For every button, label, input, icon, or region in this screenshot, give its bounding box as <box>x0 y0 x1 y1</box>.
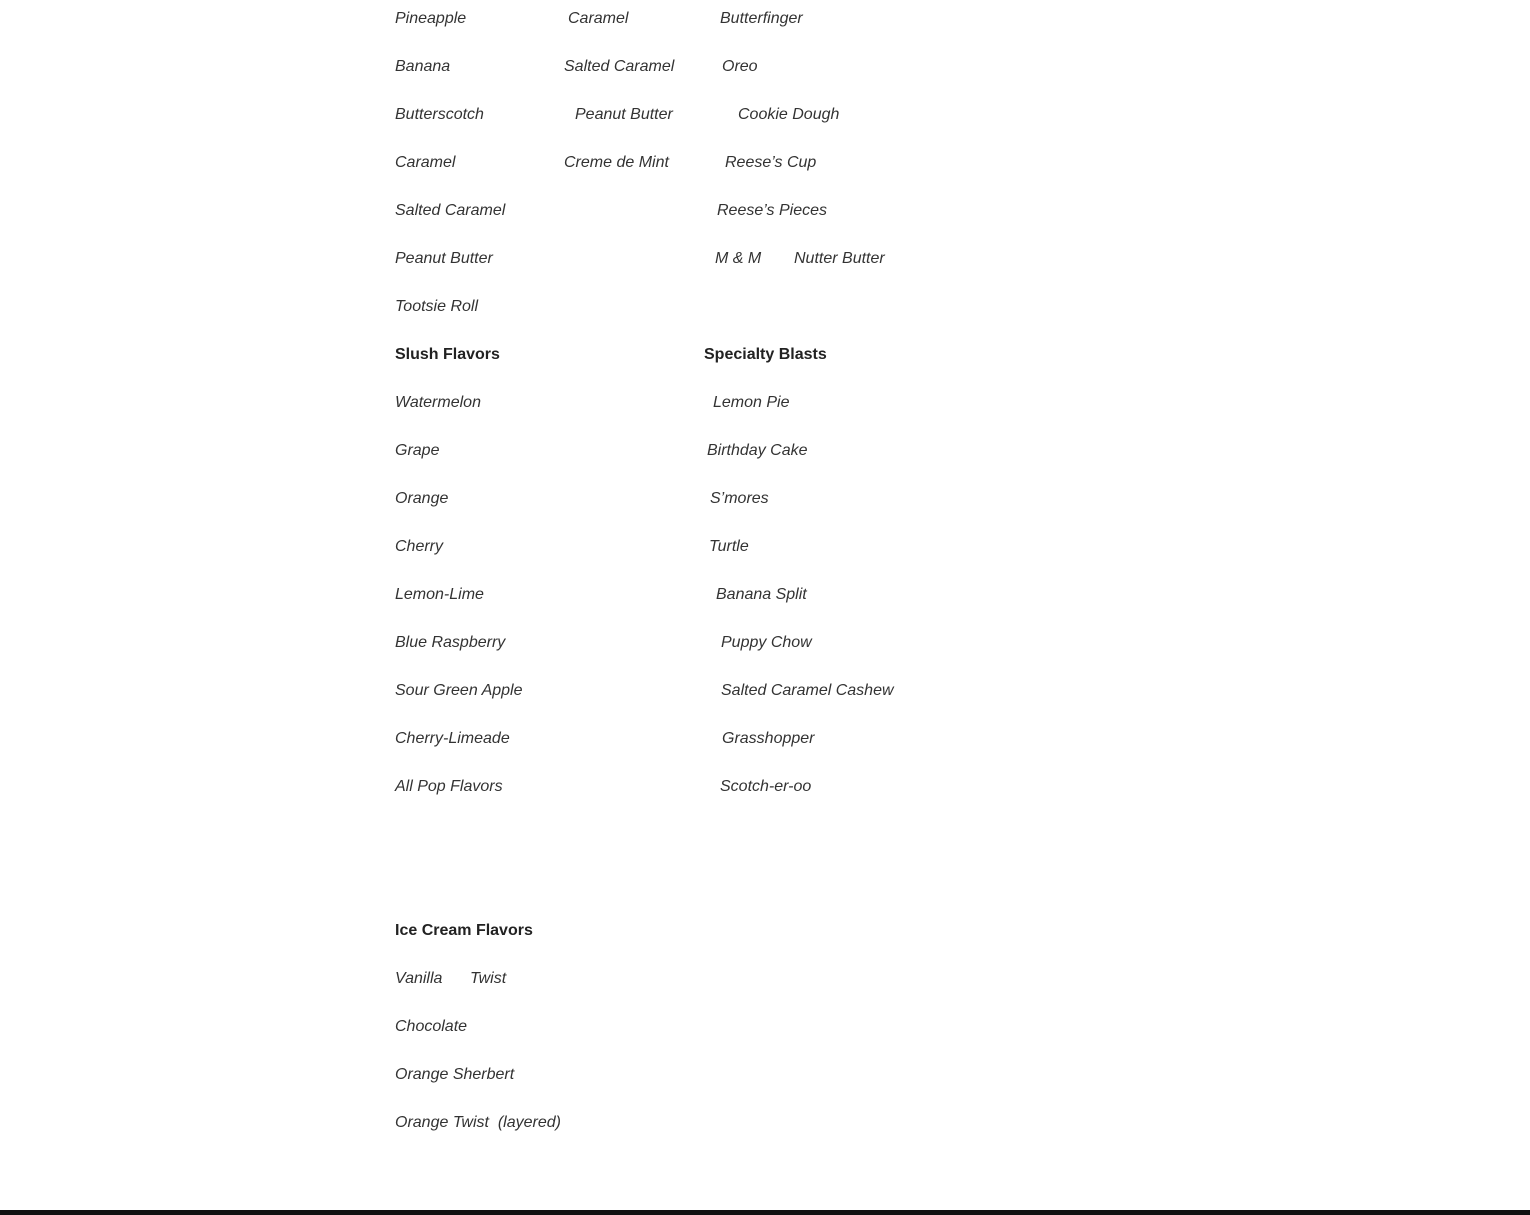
flavor-item: Caramel <box>568 10 629 27</box>
slush-item: Sour Green Apple <box>395 682 523 699</box>
ice-cream-item: Orange Twist (layered) <box>395 1114 561 1131</box>
ice-cream-item: Chocolate <box>395 1018 468 1035</box>
specialty-item: Lemon Pie <box>713 394 790 411</box>
specialty-item: S’mores <box>710 490 769 507</box>
specialty-item: Turtle <box>709 538 749 555</box>
slush-item: Watermelon <box>395 394 481 411</box>
flavor-item: Reese’s Cup <box>725 154 817 171</box>
specialty-item: Grasshopper <box>722 730 815 747</box>
specialty-blasts-heading: Specialty Blasts <box>704 346 827 363</box>
ice-cream-item: Vanilla <box>395 970 443 987</box>
flavor-item: Nutter Butter <box>794 250 885 267</box>
flavor-item: Caramel <box>395 154 456 171</box>
flavor-item: Butterfinger <box>720 10 803 27</box>
slush-flavors-heading: Slush Flavors <box>395 346 500 363</box>
ice-cream-flavors-heading: Ice Cream Flavors <box>395 922 533 939</box>
flavor-item: M & M <box>715 250 762 267</box>
slush-item: Cherry <box>395 538 444 555</box>
flavor-item: Reese’s Pieces <box>717 202 827 219</box>
flavor-item: Creme de Mint <box>564 154 669 171</box>
ice-cream-item: Twist <box>470 970 507 987</box>
flavor-item: Salted Caramel <box>564 58 675 75</box>
slush-item: Orange <box>395 490 449 507</box>
slush-item: Grape <box>395 442 440 459</box>
flavor-item: Peanut Butter <box>575 106 673 123</box>
specialty-item: Scotch-er-oo <box>720 778 812 795</box>
specialty-item: Banana Split <box>716 586 807 603</box>
flavor-item: Butterscotch <box>395 106 484 123</box>
slush-item: Cherry-Limeade <box>395 730 510 747</box>
specialty-item: Puppy Chow <box>721 634 812 651</box>
flavor-item: Salted Caramel <box>395 202 506 219</box>
flavor-item: Banana <box>395 58 451 75</box>
slush-item: Lemon-Lime <box>395 586 484 603</box>
footer-divider <box>0 1210 1530 1215</box>
specialty-item: Birthday Cake <box>707 442 808 459</box>
flavor-item: Pineapple <box>395 10 467 27</box>
slush-item: All Pop Flavors <box>395 778 503 795</box>
slush-item: Blue Raspberry <box>395 634 506 651</box>
ice-cream-item: Orange Sherbert <box>395 1066 515 1083</box>
flavor-item: Oreo <box>722 58 758 75</box>
flavor-item: Tootsie Roll <box>395 298 479 315</box>
flavor-item: Cookie Dough <box>738 106 840 123</box>
flavor-item: Peanut Butter <box>395 250 493 267</box>
specialty-item: Salted Caramel Cashew <box>721 682 894 699</box>
